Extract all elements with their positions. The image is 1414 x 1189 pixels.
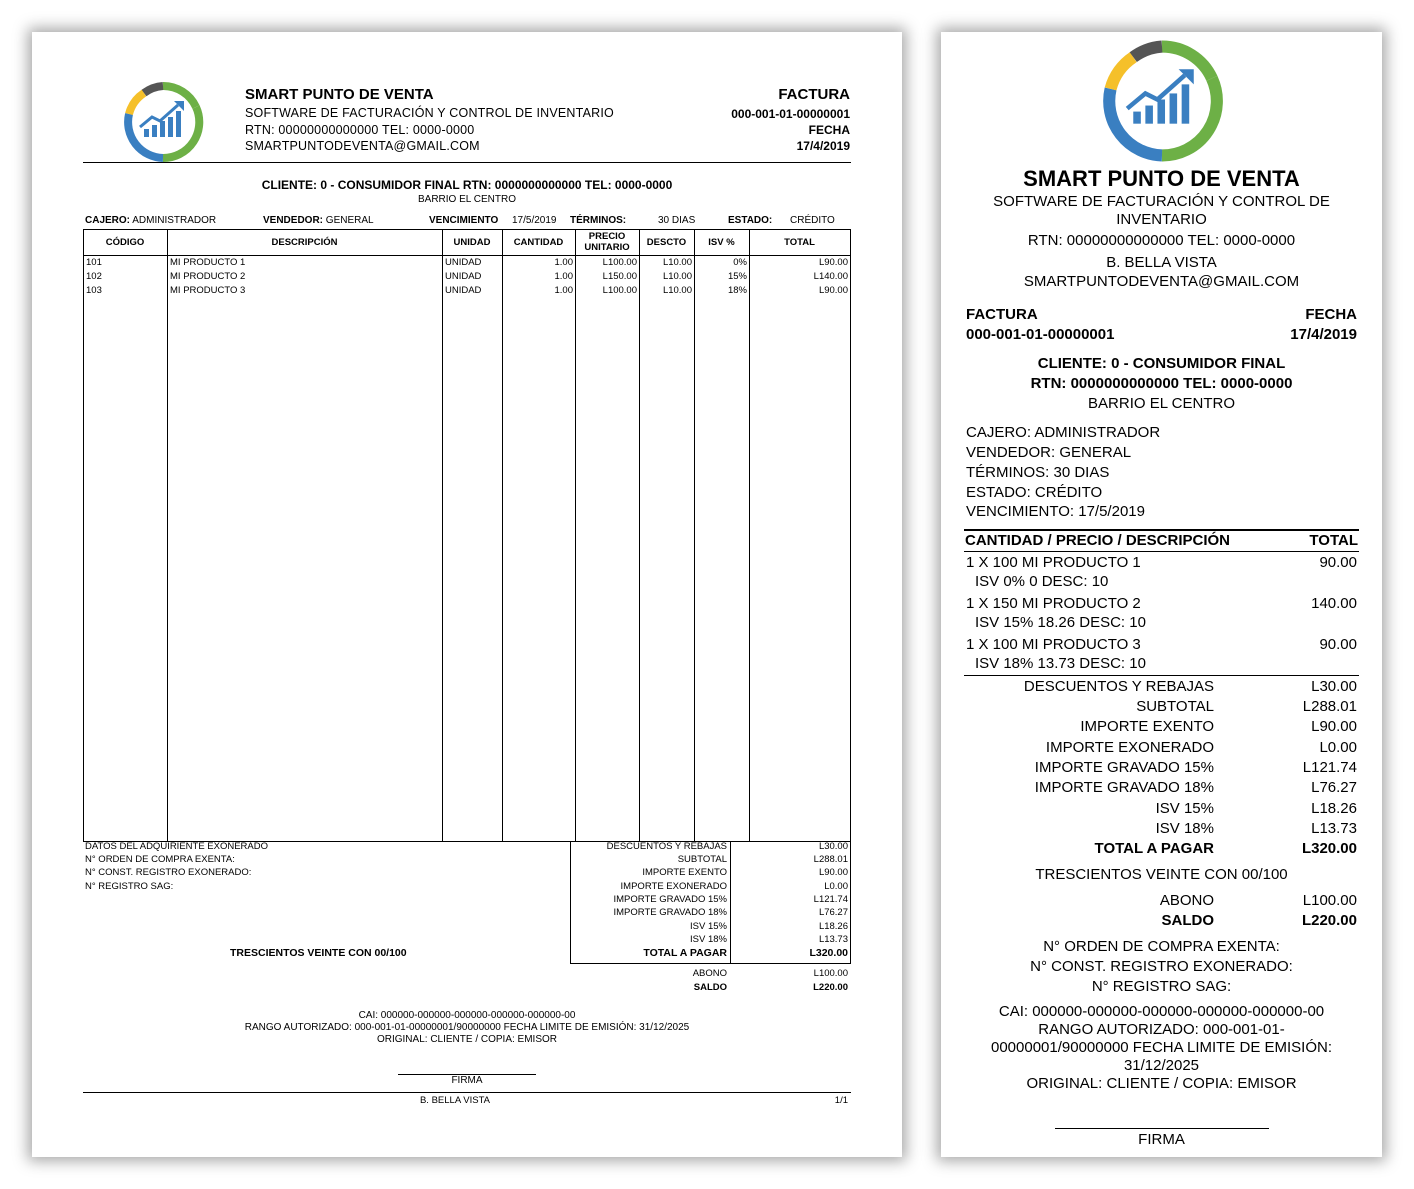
ticket-gravado18-label: IMPORTE GRAVADO 18%	[1034, 779, 1214, 796]
ticket-saldo-value: L220.00	[1301, 912, 1357, 929]
ticket-item-1-total: 90.00	[1319, 554, 1357, 571]
ticket-exonerado-label: IMPORTE EXONERADO	[1045, 739, 1214, 756]
table-row-3-isv: 18%	[727, 285, 747, 296]
ticket-grand-total-label: TOTAL A PAGAR	[1094, 840, 1214, 857]
total-descuentos-label: DESCUENTOS Y REBAJAS	[606, 841, 727, 852]
ticket-client-name: CLIENTE: 0 - CONSUMIDOR FINAL	[1037, 355, 1286, 372]
table-row-3-disc: L10.00	[662, 285, 692, 296]
table-row-3-price: L100.00	[602, 285, 637, 296]
company-rtn-tel: RTN: 00000000000000 TEL: 0000-0000	[245, 123, 475, 137]
ticket-rango-l3: 31/12/2025	[1123, 1057, 1200, 1074]
total-isv18-label: ISV 18%	[690, 934, 727, 945]
ticket-items-header: CANTIDAD / PRECIO / DESCRIPCIÓN	[965, 532, 1231, 549]
ticket-isv15-label: ISV 15%	[1155, 800, 1214, 817]
total-exento-label: IMPORTE EXENTO	[642, 867, 727, 878]
vendedor-value: GENERAL	[325, 215, 374, 226]
col-cantidad: CANTIDAD	[513, 237, 564, 248]
table-row-2-price: L150.00	[602, 271, 637, 282]
col-descripcion: DESCRIPCIÓN	[271, 237, 338, 248]
table-row-1-desc: MI PRODUCTO 1	[170, 257, 246, 268]
table-row-3-total: L90.00	[818, 285, 848, 296]
ticket-gravado15-label: IMPORTE GRAVADO 15%	[1034, 759, 1214, 776]
col-total: TOTAL	[784, 237, 815, 248]
exonerado-sag: N° REGISTRO SAG:	[85, 881, 174, 892]
ticket-original: ORIGINAL: CLIENTE / COPIA: EMISOR	[1026, 1075, 1297, 1092]
vendedor	[263, 215, 374, 226]
ticket-item-3-line1: 1 X 100 MI PRODUCTO 3	[966, 636, 1141, 653]
ticket-isv18-label: ISV 18%	[1155, 820, 1214, 837]
ticket-terminos: TÉRMINOS: 30 DIAS	[966, 464, 1110, 481]
company-tagline: SOFTWARE DE FACTURACIÓN Y CONTROL DE INVENTARIO	[245, 106, 614, 120]
ticket-doc-label: FACTURA	[966, 306, 1038, 323]
ticket-signature-line	[1055, 1128, 1269, 1129]
table-row-2-unit: UNIDAD	[445, 271, 482, 282]
ticket-exento-label: IMPORTE EXENTO	[1080, 718, 1214, 735]
ticket-estado: ESTADO: CRÉDITO	[966, 484, 1103, 501]
totals-box-right	[850, 841, 851, 964]
total-isv15-label: ISV 15%	[690, 921, 727, 932]
ticket-abono-value: L100.00	[1302, 892, 1357, 909]
table-row-3-desc: MI PRODUCTO 3	[170, 285, 246, 296]
invoice-ticket-sheet	[941, 32, 1382, 1157]
ticket-vendedor: VENDEDOR: GENERAL	[966, 444, 1132, 461]
ticket-exonerado-sag: N° REGISTRO SAG:	[1091, 978, 1232, 995]
total-descuentos-value: L30.00	[818, 841, 848, 852]
abono-label: ABONO	[692, 968, 727, 979]
ticket-tagline-l2: INVENTARIO	[1116, 211, 1207, 228]
total-subtotal-label: SUBTOTAL	[677, 854, 727, 865]
table-row-2-code: 102	[86, 271, 102, 282]
total-exento-value: L90.00	[818, 867, 848, 878]
totals-box-bottom	[570, 963, 851, 964]
firma-label: FIRMA	[451, 1075, 483, 1086]
ticket-invoice-number: 000-001-01-00000001	[966, 326, 1115, 343]
estado-label: ESTADO:	[728, 215, 773, 226]
ticket-client-address: BARRIO EL CENTRO	[1088, 395, 1235, 412]
table-row-1-price: L100.00	[602, 257, 637, 268]
grand-total-label: TOTAL A PAGAR	[643, 947, 727, 959]
company-email: SMARTPUNTODEVENTA@GMAIL.COM	[245, 139, 480, 153]
total-gravado15-label: IMPORTE GRAVADO 15%	[613, 894, 727, 905]
total-exonerado-label: IMPORTE EXONERADO	[620, 881, 727, 892]
ticket-item-1-line2: ISV 0% 0 DESC: 10	[975, 573, 1109, 590]
ticket-descuentos-label: DESCUENTOS Y REBAJAS	[1023, 678, 1214, 695]
ticket-saldo-label: SALDO	[1161, 912, 1214, 929]
ticket-item-2-line2: ISV 15% 18.26 DESC: 10	[975, 614, 1146, 631]
col-precio	[575, 231, 639, 253]
estado-value: CRÉDITO	[790, 215, 835, 226]
total-gravado18-label: IMPORTE GRAVADO 18%	[613, 907, 727, 918]
total-gravado18-value: L76.27	[818, 907, 848, 918]
table-row-3-qty: 1.00	[554, 285, 573, 296]
ticket-items-top-rule	[964, 529, 1359, 531]
terminos-label: TÉRMINOS:	[570, 215, 627, 226]
ticket-company-name: SMART PUNTO DE VENTA	[1023, 166, 1300, 191]
table-row-1-code: 101	[86, 257, 102, 268]
ticket-grand-total-value: L320.00	[1301, 840, 1357, 857]
table-row-2-qty: 1.00	[554, 271, 573, 282]
ticket-item-1-line1: 1 X 100 MI PRODUCTO 1	[966, 554, 1141, 571]
cajero-label: CAJERO:	[85, 215, 131, 226]
page-number: 1/1	[834, 1095, 848, 1106]
ticket-items-header-rule	[964, 551, 1359, 552]
total-subtotal-value: L288.01	[813, 854, 848, 865]
client-line: CLIENTE: 0 - CONSUMIDOR FINAL RTN: 0000000000000 TEL: 0000-0000	[261, 178, 673, 192]
ticket-date-label: FECHA	[1305, 306, 1357, 323]
col-descto: DESCTO	[646, 237, 687, 248]
ticket-subtotal-value: L288.01	[1302, 698, 1357, 715]
footer-branch: B. BELLA VISTA	[419, 1095, 491, 1106]
ticket-rtn-tel: RTN: 00000000000000 TEL: 0000-0000	[1027, 232, 1296, 249]
total-exonerado-value: L0.00	[824, 881, 848, 892]
total-gravado15-value: L121.74	[813, 894, 848, 905]
saldo-label: SALDO	[693, 982, 727, 993]
ticket-gravado18-value: L76.27	[1311, 779, 1357, 796]
saldo-value: L220.00	[813, 982, 848, 993]
col-precio-l1: PRECIO	[588, 231, 626, 242]
company-name: SMART PUNTO DE VENTA	[245, 86, 434, 103]
invoice-number: 000-001-01-00000001	[731, 107, 850, 121]
ticket-amount-words: TRESCIENTOS VEINTE CON 00/100	[1035, 866, 1288, 883]
table-row-2-total: L140.00	[813, 271, 848, 282]
ticket-tagline-l1: SOFTWARE DE FACTURACIÓN Y CONTROL DE	[993, 193, 1330, 210]
ticket-isv15-value: L18.26	[1311, 800, 1357, 817]
date-label: FECHA	[808, 123, 850, 137]
vencimiento-value: 17/5/2019	[512, 215, 557, 226]
rising-chart-icon	[122, 81, 204, 163]
vencimiento-label: VENCIMIENTO	[429, 215, 499, 226]
ticket-item-2-line1: 1 X 150 MI PRODUCTO 2	[966, 595, 1141, 612]
col-unidad: UNIDAD	[453, 237, 491, 248]
table-row-1-disc: L10.00	[662, 257, 692, 268]
ticket-abono-label: ABONO	[1159, 892, 1214, 909]
ticket-vencimiento: VENCIMIENTO: 17/5/2019	[966, 503, 1145, 520]
rising-chart-icon	[1100, 39, 1224, 163]
totals-box-left	[570, 841, 571, 964]
ticket-client-rtn: RTN: 0000000000000 TEL: 0000-0000	[1030, 375, 1293, 392]
table-row-1-total: L90.00	[818, 257, 848, 268]
ticket-rango-l2: 00000001/90000000 FECHA LIMITE DE EMISIÓN:	[990, 1039, 1332, 1056]
ticket-invoice-date: 17/4/2019	[1290, 326, 1357, 343]
table-row-1-qty: 1.00	[554, 257, 573, 268]
col-codigo: CÓDIGO	[105, 237, 145, 248]
ticket-exonerado-const: N° CONST. REGISTRO EXONERADO:	[1030, 958, 1293, 975]
ticket-item-3-total: 90.00	[1319, 636, 1357, 653]
ticket-exonerado-value: L0.00	[1319, 739, 1357, 756]
table-row-1-isv: 0%	[733, 257, 747, 268]
ticket-item-3-line2: ISV 18% 13.73 DESC: 10	[975, 655, 1146, 672]
ticket-exonerado-orden: N° ORDEN DE COMPRA EXENTA:	[1043, 938, 1280, 955]
exonerado-const: N° CONST. REGISTRO EXONERADO:	[85, 867, 252, 878]
ticket-branch: B. BELLA VISTA	[1106, 254, 1217, 271]
terminos-value: 30 DIAS	[658, 215, 696, 226]
col-isv: ISV %	[708, 237, 735, 248]
ticket-isv18-value: L13.73	[1311, 820, 1357, 837]
ticket-firma-label: FIRMA	[1138, 1131, 1185, 1148]
doc-label: FACTURA	[778, 86, 850, 103]
original-line: ORIGINAL: CLIENTE / COPIA: EMISOR	[376, 1034, 558, 1045]
col-precio-l2: UNITARIO	[584, 242, 630, 253]
table-row-1-unit: UNIDAD	[445, 257, 482, 268]
table-row-2-desc: MI PRODUCTO 2	[170, 271, 246, 282]
table-row-2-isv: 15%	[727, 271, 747, 282]
ticket-cajero: CAJERO: ADMINISTRADOR	[966, 424, 1161, 441]
table-row-3-unit: UNIDAD	[445, 285, 482, 296]
total-isv18-value: L13.73	[818, 934, 848, 945]
abono-value: L100.00	[813, 968, 848, 979]
ticket-gravado15-value: L121.74	[1302, 759, 1357, 776]
rango-line: RANGO AUTORIZADO: 000-001-01-00000001/90000000 FECHA LIMITE DE EMISIÓN: 31/12/2025	[244, 1022, 690, 1033]
ticket-email: SMARTPUNTODEVENTA@GMAIL.COM	[1023, 273, 1300, 290]
invoice-date: 17/4/2019	[796, 139, 850, 153]
cai-line: CAI: 000000-000000-000000-000000-000000-00	[358, 1010, 576, 1021]
total-isv15-value: L18.26	[818, 921, 848, 932]
cajero-value: ADMINISTRADOR	[132, 215, 217, 226]
ticket-item-2-total: 140.00	[1311, 595, 1357, 612]
header-divider	[83, 162, 851, 163]
exonerado-title: DATOS DEL ADQUIRIENTE EXONERADO	[85, 841, 269, 852]
vendedor-label: VENDEDOR:	[263, 215, 324, 226]
invoice-letter-sheet	[32, 32, 902, 1157]
ticket-descuentos-value: L30.00	[1311, 678, 1357, 695]
meta-row	[85, 215, 216, 226]
footer-divider	[83, 1092, 851, 1093]
totals-box-mid	[730, 841, 731, 964]
ticket-subtotal-label: SUBTOTAL	[1136, 698, 1214, 715]
client-address: BARRIO EL CENTRO	[418, 194, 516, 205]
table-row-2-disc: L10.00	[662, 271, 692, 282]
ticket-exento-value: L90.00	[1311, 718, 1357, 735]
ticket-total-header: TOTAL	[1309, 532, 1358, 549]
ticket-items-bottom-rule	[964, 675, 1359, 676]
ticket-cai: CAI: 000000-000000-000000-000000-000000-00	[998, 1003, 1325, 1020]
ticket-rango-l1: RANGO AUTORIZADO: 000-001-01-	[1038, 1021, 1285, 1038]
exonerado-orden: N° ORDEN DE COMPRA EXENTA:	[85, 854, 235, 865]
amount-in-words: TRESCIENTOS VEINTE CON 00/100	[230, 947, 407, 959]
table-row-3-code: 103	[86, 285, 102, 296]
grand-total-value: L320.00	[809, 947, 848, 959]
